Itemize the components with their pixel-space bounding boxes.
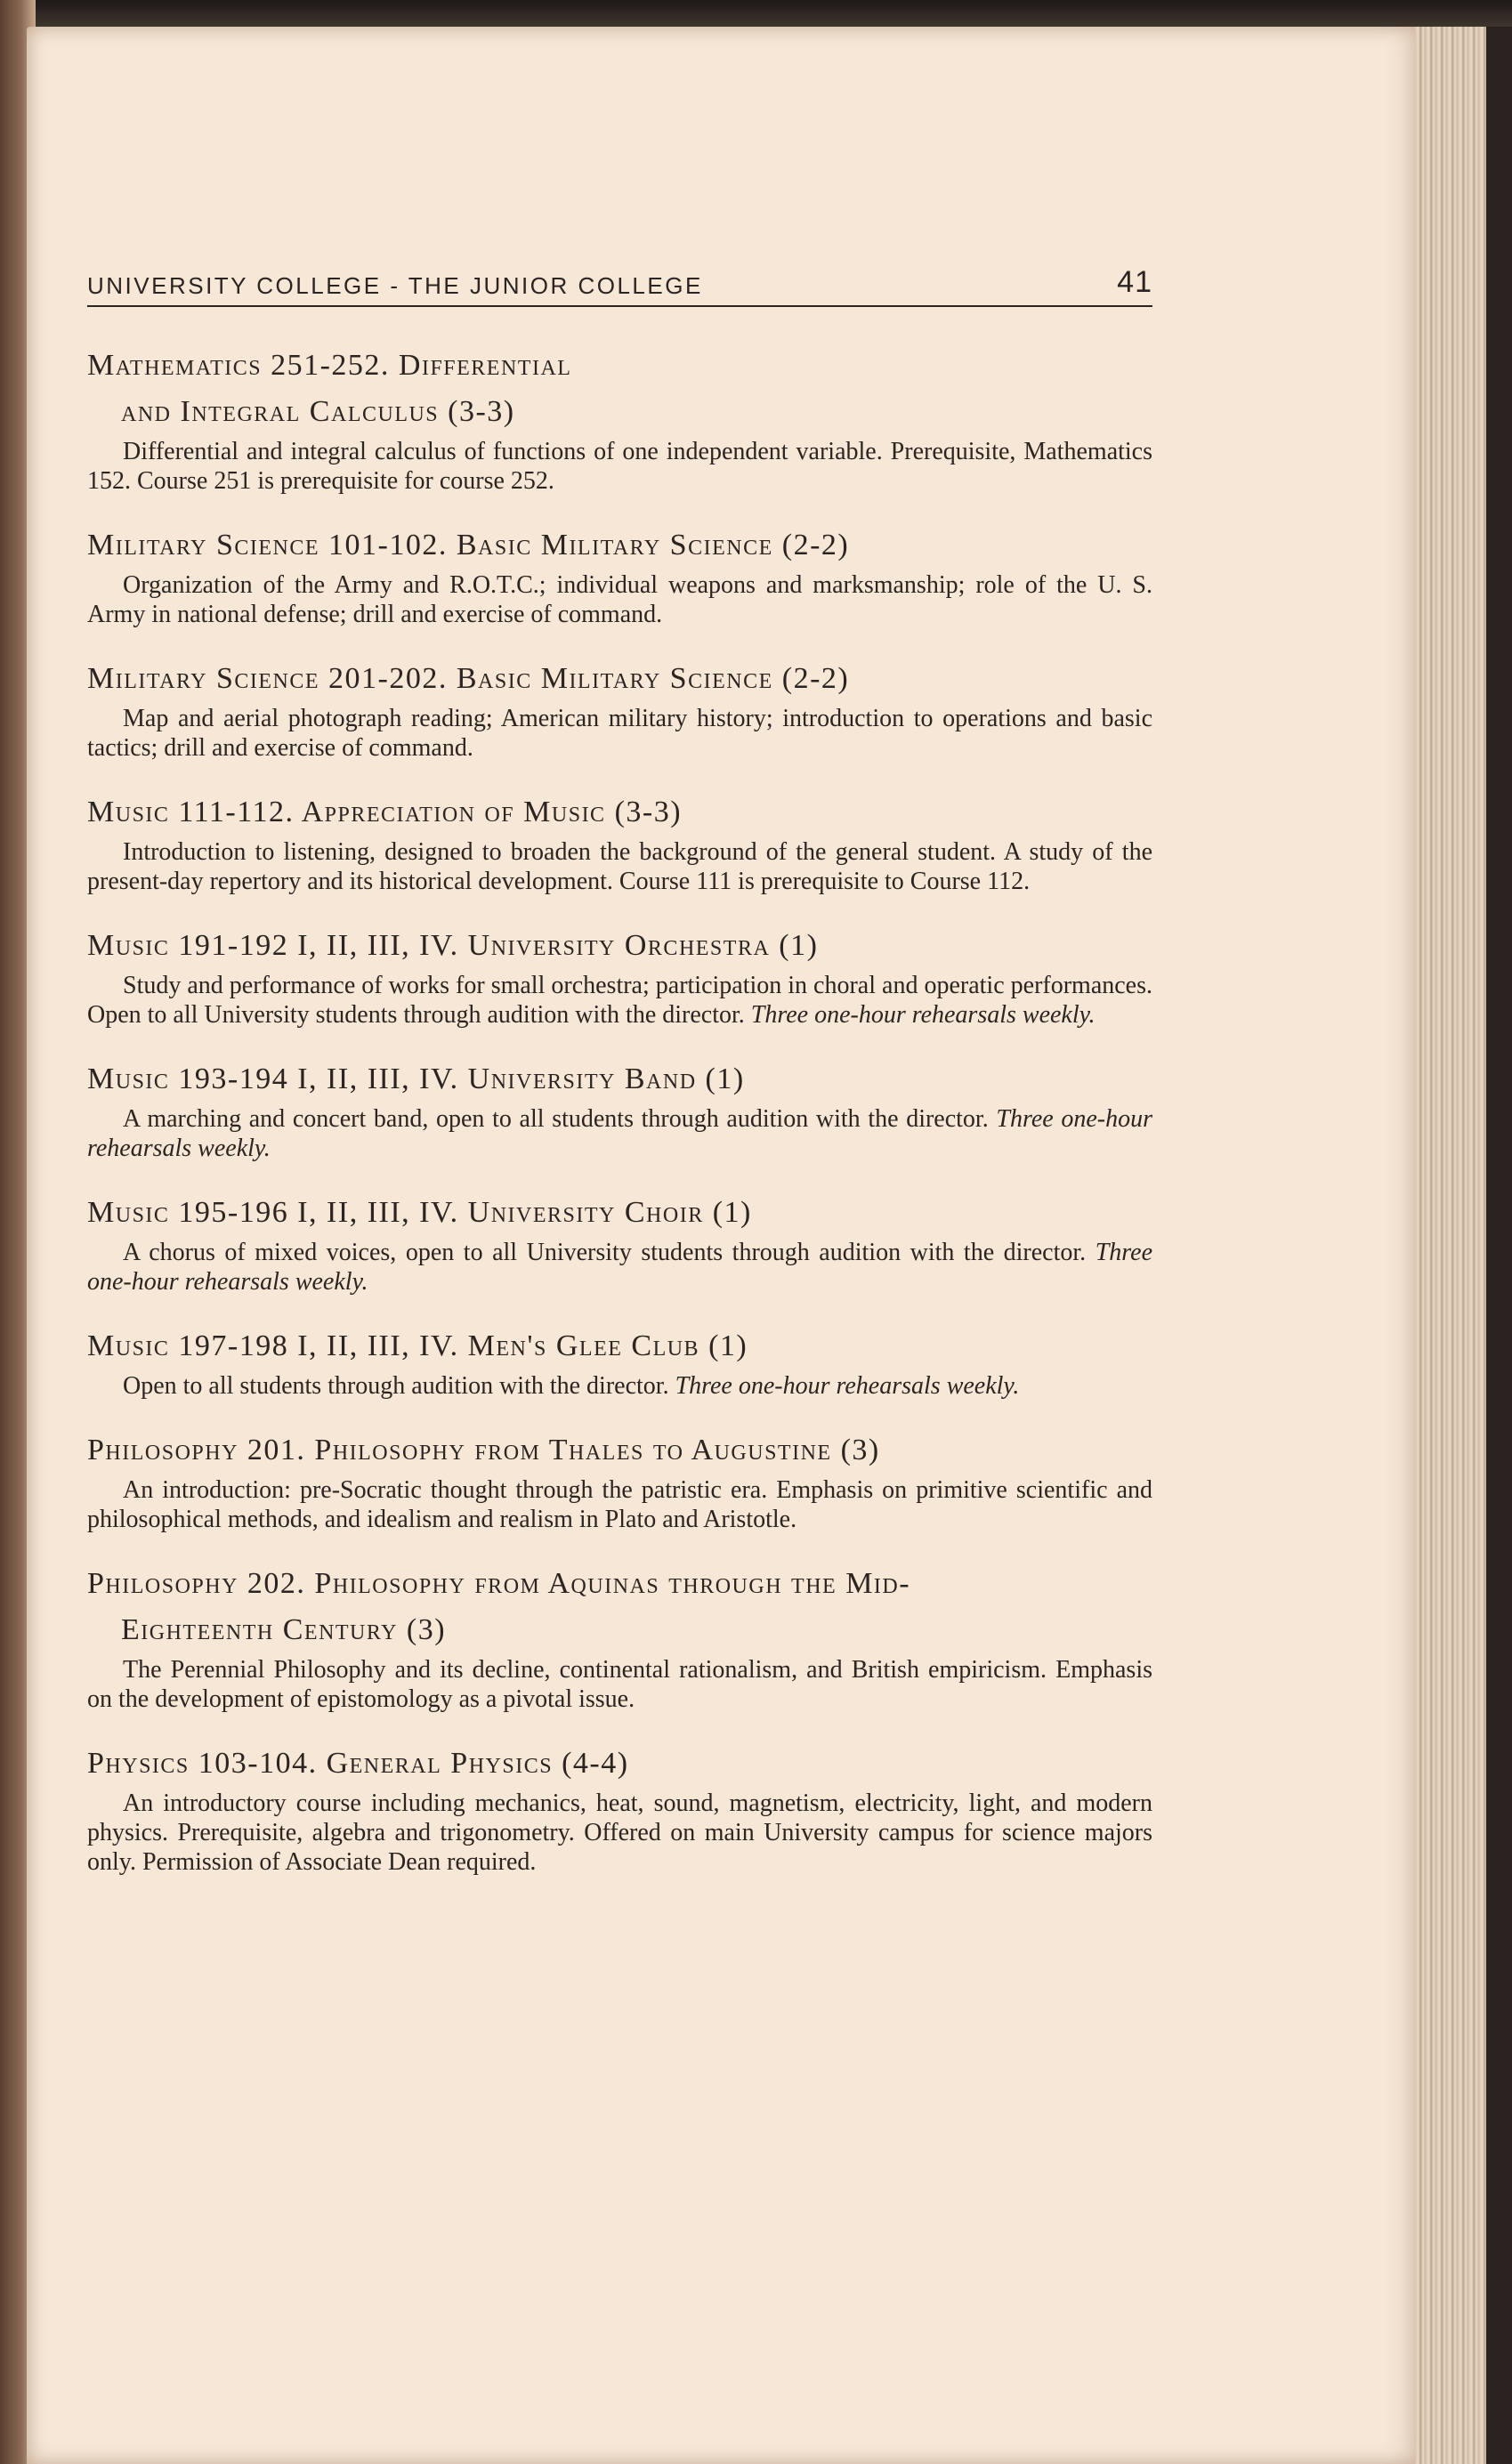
course-description-text: Study and performance of works for small orchestra; participation in choral and operatic performances. Open to all University students through audition with the director. [87,972,1152,1029]
course-heading [87,343,1155,435]
course-description [87,1789,1152,1877]
course-heading [87,522,1155,569]
course-entry [87,343,1155,496]
course-title-continued: and Integral Calculus (3-3) [121,395,515,428]
course-description-text: The Perennial Philosophy and its decline, continental rationalism, and British empiricism. Emphasis on the development of epistomology as a pivotal issue. [87,1656,1152,1713]
course-rehearsal-note: Three one-hour rehearsals weekly. [750,1001,1096,1029]
book-spine [1486,27,1512,2464]
course-list [87,343,1155,1877]
page-gutter [1415,27,1486,2464]
course-title: Physics 103-104. General Physics (4-4) [87,1747,629,1780]
course-rehearsal-note: Three one-hour rehearsals weekly. [87,1239,1153,1296]
course-description [87,1104,1152,1163]
course-heading [87,1741,1155,1787]
course-heading [87,1323,1155,1369]
course-entry [87,789,1155,896]
course-heading [87,656,1155,702]
course-heading [87,1056,1155,1103]
course-description [87,570,1152,629]
course-description [87,1655,1152,1714]
course-rehearsal-note: Three one-hour rehearsals weekly. [87,1105,1152,1162]
course-description-text: A chorus of mixed voices, open to all University students through audition with the director. [123,1239,1087,1266]
course-heading [87,923,1155,969]
course-description [87,437,1152,496]
course-heading [87,1190,1155,1236]
course-heading [87,1427,1155,1474]
course-title-continued: Eighteenth Century (3) [121,1613,447,1646]
course-title: Music 191-192 I, II, III, IV. University Orchestra (1) [87,929,819,962]
course-title: Music 197-198 I, II, III, IV. Men's Glee Club (1) [87,1329,748,1362]
course-description [87,1371,1152,1401]
course-description [87,971,1152,1030]
page-content [87,265,1155,1877]
running-head-title: UNIVERSITY COLLEGE - THE JUNIOR COLLEGE [87,272,703,299]
course-description-text: An introductory course including mechanics, heat, sound, magnetism, electricity, light, and modern physics. Prerequisite, algebra and trigonometry. Offered on main University campus for science majors only. Permission of Associate Dean required. [87,1789,1152,1876]
course-title: Philosophy 202. Philosophy from Aquinas through the Mid- [87,1567,911,1600]
course-description-text: An introduction: pre-Socratic thought through the patristic era. Emphasis on primitive scientific and philosophical methods, and idealism and realism in Plato and Aristotle. [87,1476,1152,1533]
course-description [87,704,1152,763]
course-rehearsal-note: Three one-hour rehearsals weekly. [675,1372,1020,1400]
course-title: Mathematics 251-252. Differential [87,349,572,382]
course-entry [87,1056,1155,1163]
course-title: Military Science 101-102. Basic Military Science (2-2) [87,529,850,561]
course-title: Military Science 201-202. Basic Military Science (2-2) [87,662,850,695]
course-description [87,1475,1152,1534]
course-entry [87,1741,1155,1877]
course-description [87,1238,1152,1297]
course-entry [87,1323,1155,1401]
course-entry [87,656,1155,763]
course-title: Music 111-112. Appreciation of Music (3-3) [87,796,683,828]
course-entry [87,1427,1155,1534]
course-heading [87,1561,1155,1653]
running-head [87,265,1152,307]
course-entry [87,923,1155,1030]
course-description-text: A marching and concert band, open to all students through audition with the director. [123,1105,989,1133]
course-entry [87,522,1155,629]
course-title: Philosophy 201. Philosophy from Thales to Augustine (3) [87,1434,880,1466]
course-title: Music 195-196 I, II, III, IV. University Choir (1) [87,1196,752,1229]
course-description-text: Map and aerial photograph reading; American military history; introduction to operations and basic tactics; drill and exercise of command. [87,705,1152,762]
course-description-text: Open to all students through audition with the director. [123,1372,669,1400]
course-heading [87,789,1155,836]
course-description-text: Differential and integral calculus of functions of one independent variable. Prerequisite, Mathematics 152. Course 251 is prerequisite for course 252. [87,438,1152,495]
course-entry [87,1561,1155,1714]
course-description-text: Organization of the Army and R.O.T.C.; individual weapons and marksmanship; role of the U. S. Army in national defense; drill and exercise of command. [87,571,1152,628]
course-entry [87,1190,1155,1297]
course-title: Music 193-194 I, II, III, IV. University Band (1) [87,1062,745,1095]
page-number: 41 [1117,265,1152,299]
course-description [87,837,1152,896]
course-description-text: Introduction to listening, designed to broaden the background of the general student. A study of the present-day repertory and its historical development. Course 111 is prerequisite to Course 112. [87,838,1152,895]
